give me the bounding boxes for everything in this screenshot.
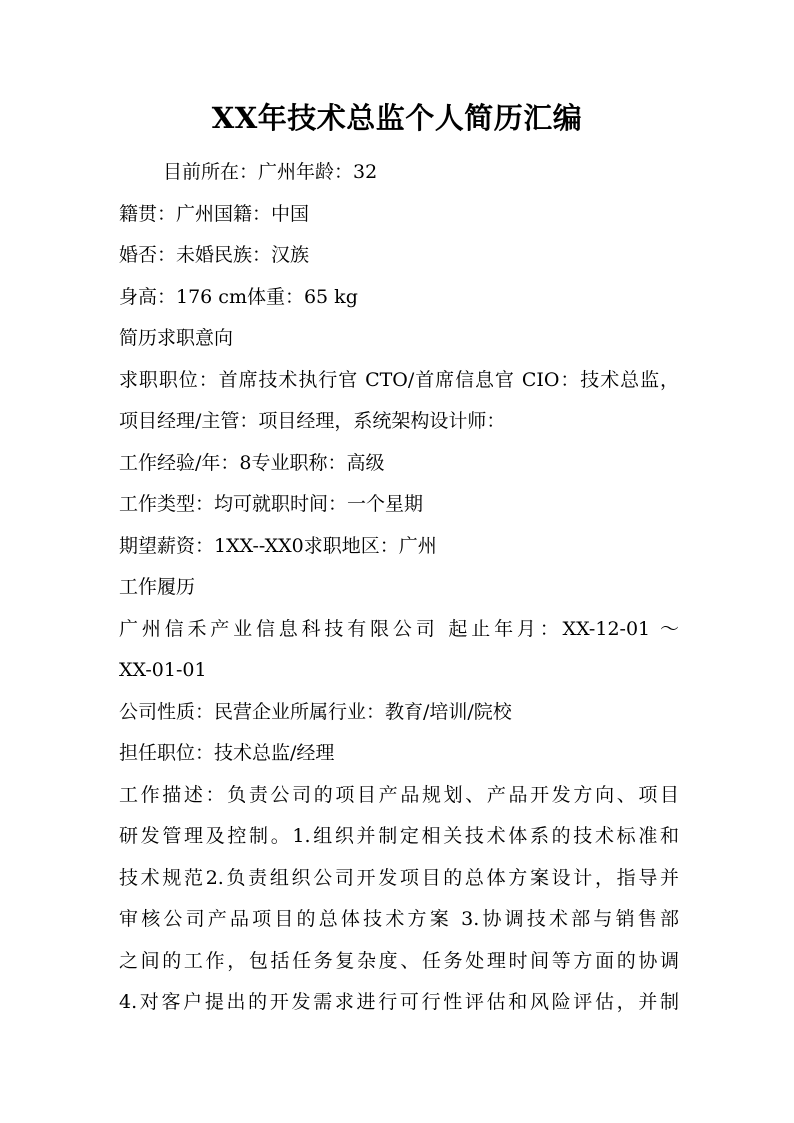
- job-description-line-5: 之间的工作，包括任务复杂度、任务处理时间等方面的协调: [119, 949, 679, 972]
- height-weight-line: 身高：176 cm体重：65 kg: [119, 285, 358, 308]
- experience-title-line: 工作经验/年：8专业职称：高级: [119, 451, 385, 474]
- position-held-line: 担任职位：技术总监/经理: [119, 742, 335, 764]
- job-description-line-6: 4.对客户提出的开发需求进行可行性评估和风险评估，并制: [119, 991, 679, 1013]
- job-description-line-4: 审核公司产品项目的总体技术方案 3.协调技术部与销售部: [119, 908, 679, 930]
- desired-position-continued-line: 项目经理/主管：项目经理，系统架构设计师：: [119, 410, 506, 432]
- company-period-line: 广州信禾产业信息科技有限公司 起止年月：XX-12-01 ～: [119, 617, 679, 640]
- document-title: XX年技术总监个人简历汇编: [211, 101, 583, 135]
- job-description-line-1: 工作描述：负责公司的项目产品规划、产品开发方向、项目: [119, 783, 679, 806]
- marital-ethnicity-line: 婚否：未婚民族：汉族: [119, 244, 310, 266]
- job-description-line-3: 技术规范2.负责组织公司开发项目的总体方案设计，指导并: [119, 866, 679, 889]
- work-history-heading: 工作履历: [119, 576, 196, 598]
- company-type-industry-line: 公司性质：民营企业所属行业：教育/培训/院校: [119, 700, 512, 723]
- company-period-end-line: XX-01-01: [119, 659, 207, 681]
- origin-nationality-line: 籍贯：广州国籍：中国: [119, 202, 310, 225]
- work-type-availability-line: 工作类型：均可就职时间：一个星期: [119, 493, 424, 515]
- job-intention-heading: 简历求职意向: [119, 327, 234, 349]
- job-description-line-2: 研发管理及控制。1.组织并制定相关技术体系的技术标准和: [119, 825, 679, 847]
- desired-position-line: 求职职位：首席技术执行官 CTO/首席信息官 CIO：技术总监，: [119, 368, 679, 391]
- salary-location-line: 期望薪资：1XX--XX0求职地区：广州: [119, 534, 437, 557]
- current-location-age-line: 目前所在：广州年龄：32: [163, 161, 378, 183]
- resume-body: [119, 152, 679, 1024]
